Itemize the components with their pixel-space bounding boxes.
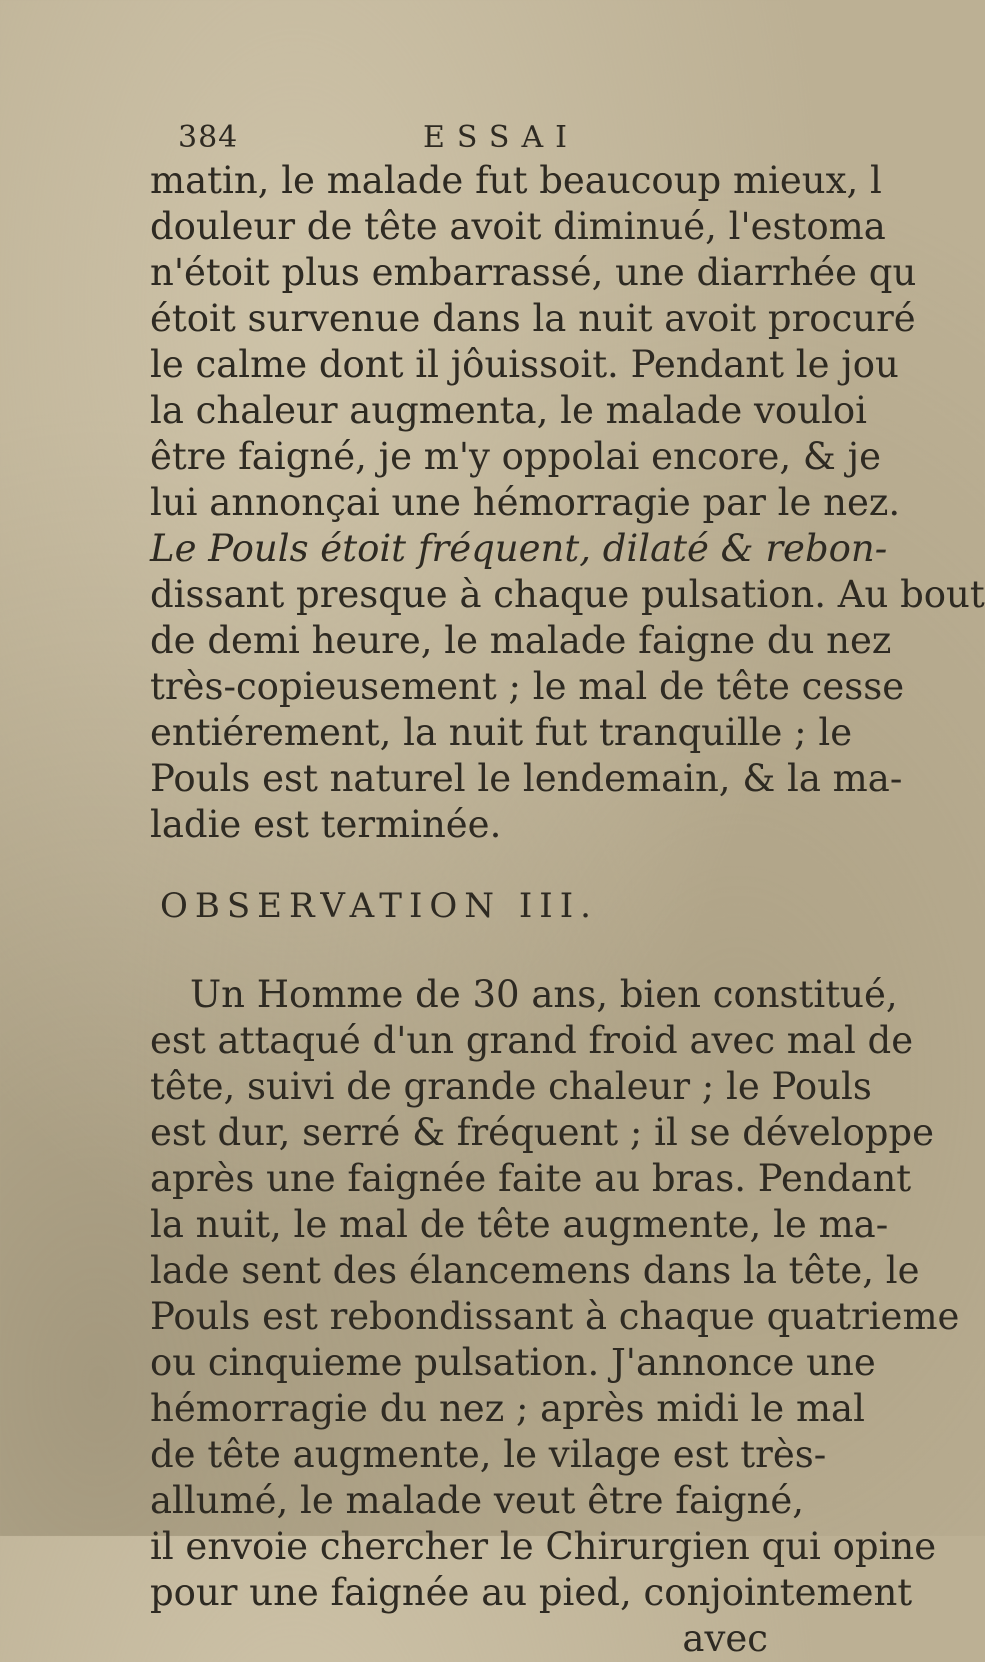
- paragraph-1: [150, 158, 985, 848]
- text-line: dissant presque à chaque pulsation. Au bout: [150, 573, 985, 616]
- body-text: [150, 158, 985, 1662]
- text-line: est dur, serré & fréquent ; il se développe: [150, 1111, 934, 1154]
- text-line: Le Pouls étoit fréquent, dilaté & rebon-: [150, 527, 888, 570]
- text-line: hémorragie du nez ; après midi le mal: [150, 1387, 865, 1430]
- page-number: 384: [178, 120, 239, 155]
- section-heading: OBSERVATION III.: [160, 886, 598, 926]
- text-line: pour une faignée au pied, conjointement: [150, 1571, 913, 1614]
- text-line: tête, suivi de grande chaleur ; le Pouls: [150, 1065, 872, 1108]
- text-line: allumé, le malade veut être faigné,: [150, 1479, 805, 1522]
- text-line: étoit survenue dans la nuit avoit procuré: [150, 297, 916, 340]
- text-line: matin, le malade fut beaucoup mieux, l: [150, 159, 882, 202]
- text-line: Pouls est rebondissant à chaque quatrieme: [150, 1295, 960, 1338]
- text-line: ou cinquieme pulsation. J'annonce une: [150, 1341, 876, 1384]
- text-line: être faigné, je m'y oppolai encore, & je: [150, 435, 881, 478]
- running-title: ESSAI: [423, 120, 579, 155]
- text-line: le calme dont il jôuissoit. Pendant le jou: [150, 343, 899, 386]
- text-line: il envoie chercher le Chirurgien qui opine: [150, 1525, 937, 1568]
- text-line: douleur de tête avoit diminué, l'estoma: [150, 205, 886, 248]
- text-line: de tête augmente, le vilage est très-: [150, 1433, 827, 1476]
- text-line: ladie est terminée.: [150, 803, 502, 846]
- text-line: n'étoit plus embarrassé, une diarrhée qu: [150, 251, 917, 294]
- text-line: entiérement, la nuit fut tranquille ; le: [150, 711, 853, 754]
- text-line: lade sent des élancemens dans la tête, le: [150, 1249, 920, 1292]
- page-header: [178, 120, 738, 160]
- text-line: lui annonçai une hémorragie par le nez.: [150, 481, 901, 524]
- text-line: Pouls est naturel le lendemain, & la ma-: [150, 757, 903, 800]
- text-line: après une faignée faite au bras. Pendant: [150, 1157, 912, 1200]
- text-line: la nuit, le mal de tête augmente, le ma-: [150, 1203, 889, 1246]
- text-line: de demi heure, le malade faigne du nez: [150, 619, 892, 662]
- text-line: est attaqué d'un grand froid avec mal de: [150, 1019, 914, 1062]
- text-line: Un Homme de 30 ans, bien constitué,: [190, 973, 898, 1016]
- text-line: la chaleur augmenta, le malade vouloi: [150, 389, 867, 432]
- text-line: très-copieusement ; le mal de tête cesse: [150, 665, 905, 708]
- catchword: avec: [682, 1617, 768, 1660]
- paragraph-2: [150, 972, 960, 1662]
